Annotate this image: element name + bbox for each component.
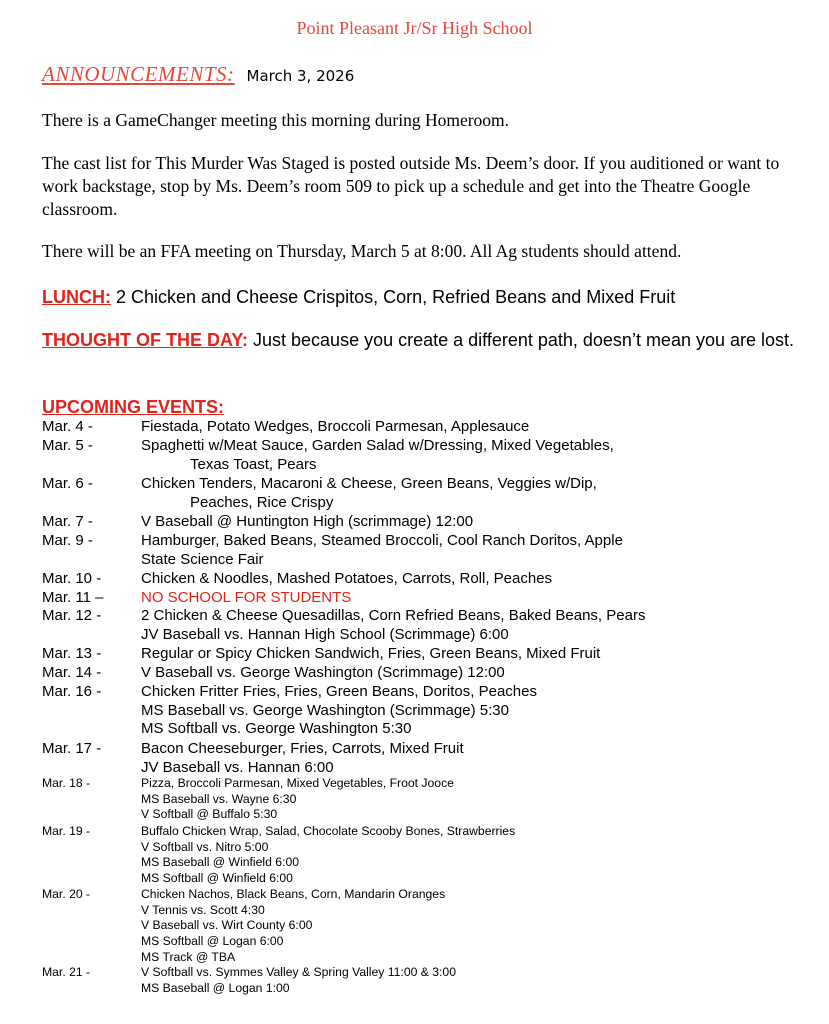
- event-line: MS Softball @ Winfield 6:00: [141, 871, 293, 886]
- event-row: [42, 418, 802, 437]
- event-line: Buffalo Chicken Wrap, Salad, Chocolate Scooby Bones, Strawberries: [141, 824, 516, 838]
- event-row: [42, 607, 802, 644]
- event-row: [42, 570, 802, 589]
- announcements-heading: ANNOUNCEMENTS:: [42, 62, 235, 86]
- event-row: [42, 683, 802, 739]
- announcement-paragraph: There will be an FFA meeting on Thursday, March 5 at 8:00. All Ag students should attend.: [42, 241, 682, 261]
- event-date: Mar. 20 -: [42, 887, 91, 901]
- event-line: V Baseball vs. Wirt County 6:00: [141, 918, 313, 933]
- event-line: Chicken Fritter Fries, Fries, Green Beans, Doritos, Peaches: [141, 683, 537, 700]
- event-row: [42, 589, 802, 608]
- event-date: Mar. 10 -: [42, 570, 102, 587]
- event-line: V Softball @ Buffalo 5:30: [141, 807, 278, 822]
- event-date: Mar. 21 -: [42, 965, 91, 979]
- event-line: Texas Toast, Pears: [190, 455, 317, 473]
- event-date: Mar. 18 -: [42, 776, 91, 790]
- event-date: Mar. 7 -: [42, 513, 93, 530]
- event-line: Regular or Spicy Chicken Sandwich, Fries, Green Beans, Mixed Fruit: [141, 645, 601, 662]
- event-line: State Science Fair: [141, 550, 264, 568]
- event-line: V Tennis vs. Scott 4:30: [141, 902, 265, 917]
- lunch-text: 2 Chicken and Cheese Crispitos, Corn, Refried Beans and Mixed Fruit: [111, 287, 676, 307]
- event-row: [42, 824, 802, 887]
- event-date: Mar. 12 -: [42, 607, 102, 624]
- event-row: [42, 513, 802, 532]
- thought-of-the-day: [42, 329, 802, 352]
- thought-text: Just because you create a different path, doesn’t mean you are lost.: [248, 330, 795, 350]
- thought-label: THOUGHT OF THE DAY: [42, 330, 243, 350]
- event-line: V Baseball vs. George Washington (Scrimmage) 12:00: [141, 664, 505, 681]
- event-line: JV Baseball vs. Hannan 6:00: [141, 758, 334, 776]
- event-row: [42, 965, 802, 996]
- event-line: Chicken Tenders, Macaroni & Cheese, Green Beans, Veggies w/Dip,: [141, 475, 597, 492]
- lunch-label: LUNCH:: [42, 287, 111, 307]
- event-line: MS Softball @ Logan 6:00: [141, 934, 284, 949]
- announcement-paragraph: The cast list for This Murder Was Staged is posted outside Ms. Deem’s door. If you auditioned or want to work backstage, stop by Ms. Deem’s room 509 to pick up a schedule and get into the Theatre Google classroom.: [42, 153, 780, 219]
- announcements-header: [42, 62, 354, 87]
- event-date: Mar. 13 -: [42, 645, 102, 662]
- event-date: Mar. 9 -: [42, 532, 93, 549]
- event-line: Hamburger, Baked Beans, Steamed Broccoli, Cool Ranch Doritos, Apple: [141, 532, 623, 549]
- event-line: Spaghetti w/Meat Sauce, Garden Salad w/Dressing, Mixed Vegetables,: [141, 437, 614, 454]
- event-line: Pizza, Broccoli Parmesan, Mixed Vegetables, Froot Jooce: [141, 776, 454, 790]
- announcements-date: March 3, 2026: [246, 67, 355, 85]
- event-line: Peaches, Rice Crispy: [190, 493, 334, 511]
- event-date: Mar. 11 –: [42, 589, 104, 606]
- event-row: [42, 437, 802, 474]
- event-line: V Softball vs. Symmes Valley & Spring Valley 11:00 & 3:00: [141, 965, 456, 979]
- event-date: Mar. 16 -: [42, 683, 102, 700]
- event-date: Mar. 19 -: [42, 824, 91, 838]
- event-line: 2 Chicken & Cheese Quesadillas, Corn Refried Beans, Baked Beans, Pears: [141, 607, 646, 624]
- event-row: [42, 532, 802, 569]
- event-date: Mar. 17 -: [42, 740, 102, 757]
- event-line: JV Baseball vs. Hannan High School (Scrimmage) 6:00: [141, 625, 509, 643]
- event-line: MS Baseball vs. George Washington (Scrimmage) 5:30: [141, 701, 509, 719]
- announcement-paragraph: There is a GameChanger meeting this morning during Homeroom.: [42, 110, 510, 130]
- event-line: Bacon Cheeseburger, Fries, Carrots, Mixed Fruit: [141, 740, 464, 757]
- event-line: Chicken Nachos, Black Beans, Corn, Mandarin Oranges: [141, 887, 446, 901]
- event-date: Mar. 4 -: [42, 418, 93, 435]
- upcoming-events-heading: UPCOMING EVENTS:: [42, 397, 225, 417]
- event-line: MS Baseball vs. Wayne 6:30: [141, 791, 297, 806]
- event-line: V Softball vs. Nitro 5:00: [141, 839, 269, 854]
- event-line: MS Baseball @ Logan 1:00: [141, 980, 290, 995]
- event-line: MS Softball vs. George Washington 5:30: [141, 720, 412, 738]
- event-date: Mar. 5 -: [42, 437, 93, 454]
- event-line: MS Track @ TBA: [141, 949, 236, 964]
- event-line: Chicken & Noodles, Mashed Potatoes, Carrots, Roll, Peaches: [141, 570, 553, 587]
- event-row: [42, 664, 802, 683]
- event-line: MS Baseball @ Winfield 6:00: [141, 855, 300, 870]
- event-date: Mar. 6 -: [42, 475, 93, 492]
- event-row: [42, 740, 802, 777]
- event-line: NO SCHOOL FOR STUDENTS: [141, 589, 352, 606]
- lunch-line: [42, 286, 802, 309]
- school-name: Point Pleasant Jr/Sr High School: [296, 18, 533, 38]
- event-row: [42, 475, 802, 512]
- event-row: [42, 645, 802, 664]
- event-row: [42, 776, 802, 823]
- thought-colon: :: [242, 330, 249, 350]
- event-row: [42, 887, 802, 966]
- event-line: Fiestada, Potato Wedges, Broccoli Parmesan, Applesauce: [141, 418, 530, 435]
- event-line: V Baseball @ Huntington High (scrimmage) 12:00: [141, 513, 474, 530]
- event-date: Mar. 14 -: [42, 664, 102, 681]
